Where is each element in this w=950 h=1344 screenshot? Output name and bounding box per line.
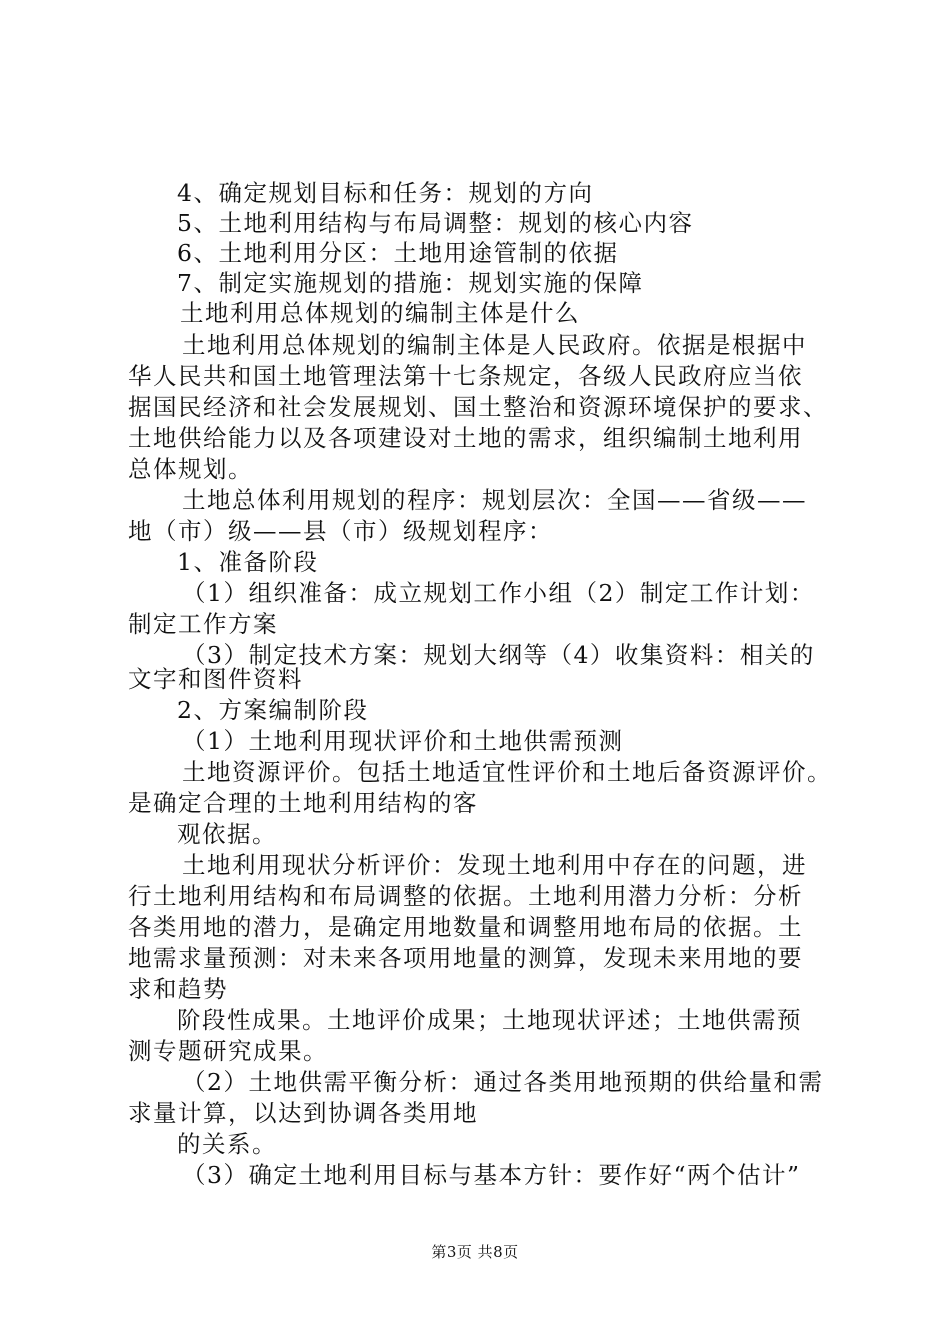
text-line-30: （2）土地供需平衡分析：通过各类用地预期的供给量和需 (182, 1068, 824, 1096)
text-line-2: 5、土地利用结构与布局调整：规划的核心内容 (177, 209, 694, 237)
text-line-8: 据国民经济和社会发展规划、国土整治和资源环境保护的要求、 (128, 393, 828, 421)
text-line-14: （1）组织准备：成立规划工作小组（2）制定工作计划： (182, 579, 815, 607)
text-line-17: 文字和图件资料 (128, 665, 303, 693)
text-line-29: 测专题研究成果。 (128, 1037, 328, 1065)
text-line-33: （3）确定土地利用目标与基本方针：要作好“两个估计” (182, 1161, 801, 1189)
text-line-12: 地（市）级——县（市）级规划程序： (128, 517, 553, 545)
text-line-18: 2、方案编制阶段 (177, 696, 369, 724)
text-line-10: 总体规划。 (128, 455, 253, 483)
text-line-9: 土地供给能力以及各项建设对土地的需求，组织编制土地利用 (128, 424, 803, 452)
text-line-32: 的关系。 (177, 1130, 277, 1158)
text-line-26: 地需求量预测：对未来各项用地量的测算，发现未来用地的要 (128, 944, 803, 972)
text-line-3: 6、土地利用分区：土地用途管制的依据 (177, 239, 619, 267)
text-line-19: （1）土地利用现状评价和土地供需预测 (182, 727, 624, 755)
section-heading: 土地利用总体规划的编制主体是什么 (180, 299, 580, 327)
page-number-footer: 第3页 共8页 (431, 1243, 519, 1261)
text-line-28: 阶段性成果。土地评价成果；土地现状评述；土地供需预 (177, 1006, 802, 1034)
text-line-4: 7、制定实施规划的措施：规划实施的保障 (177, 269, 644, 297)
text-line-31: 求量计算，以达到协调各类用地 (128, 1099, 478, 1127)
text-line-6: 土地利用总体规划的编制主体是人民政府。依据是根据中 (182, 331, 807, 359)
text-line-23: 土地利用现状分析评价：发现土地利用中存在的问题，进 (182, 851, 807, 879)
text-line-16: （3）制定技术方案：规划大纲等（4）收集资料：相关的 (182, 641, 815, 669)
text-line-24: 行土地利用结构和布局调整的依据。土地利用潜力分析：分析 (128, 882, 803, 910)
text-line-20: 土地资源评价。包括土地适宜性评价和土地后备资源评价。 (182, 758, 832, 786)
text-line-25: 各类用地的潜力，是确定用地数量和调整用地布局的依据。土 (128, 913, 803, 941)
text-line-11: 土地总体利用规划的程序：规划层次：全国——省级—— (182, 486, 807, 514)
text-line-21: 是确定合理的土地利用结构的客 (128, 789, 478, 817)
text-line-15: 制定工作方案 (128, 610, 278, 638)
text-line-1: 4、确定规划目标和任务：规划的方向 (177, 179, 594, 207)
text-line-13: 1、准备阶段 (177, 548, 319, 576)
text-line-22: 观依据。 (177, 820, 277, 848)
text-line-7: 华人民共和国土地管理法第十七条规定，各级人民政府应当依 (128, 362, 803, 390)
text-line-27: 求和趋势 (128, 975, 228, 1003)
